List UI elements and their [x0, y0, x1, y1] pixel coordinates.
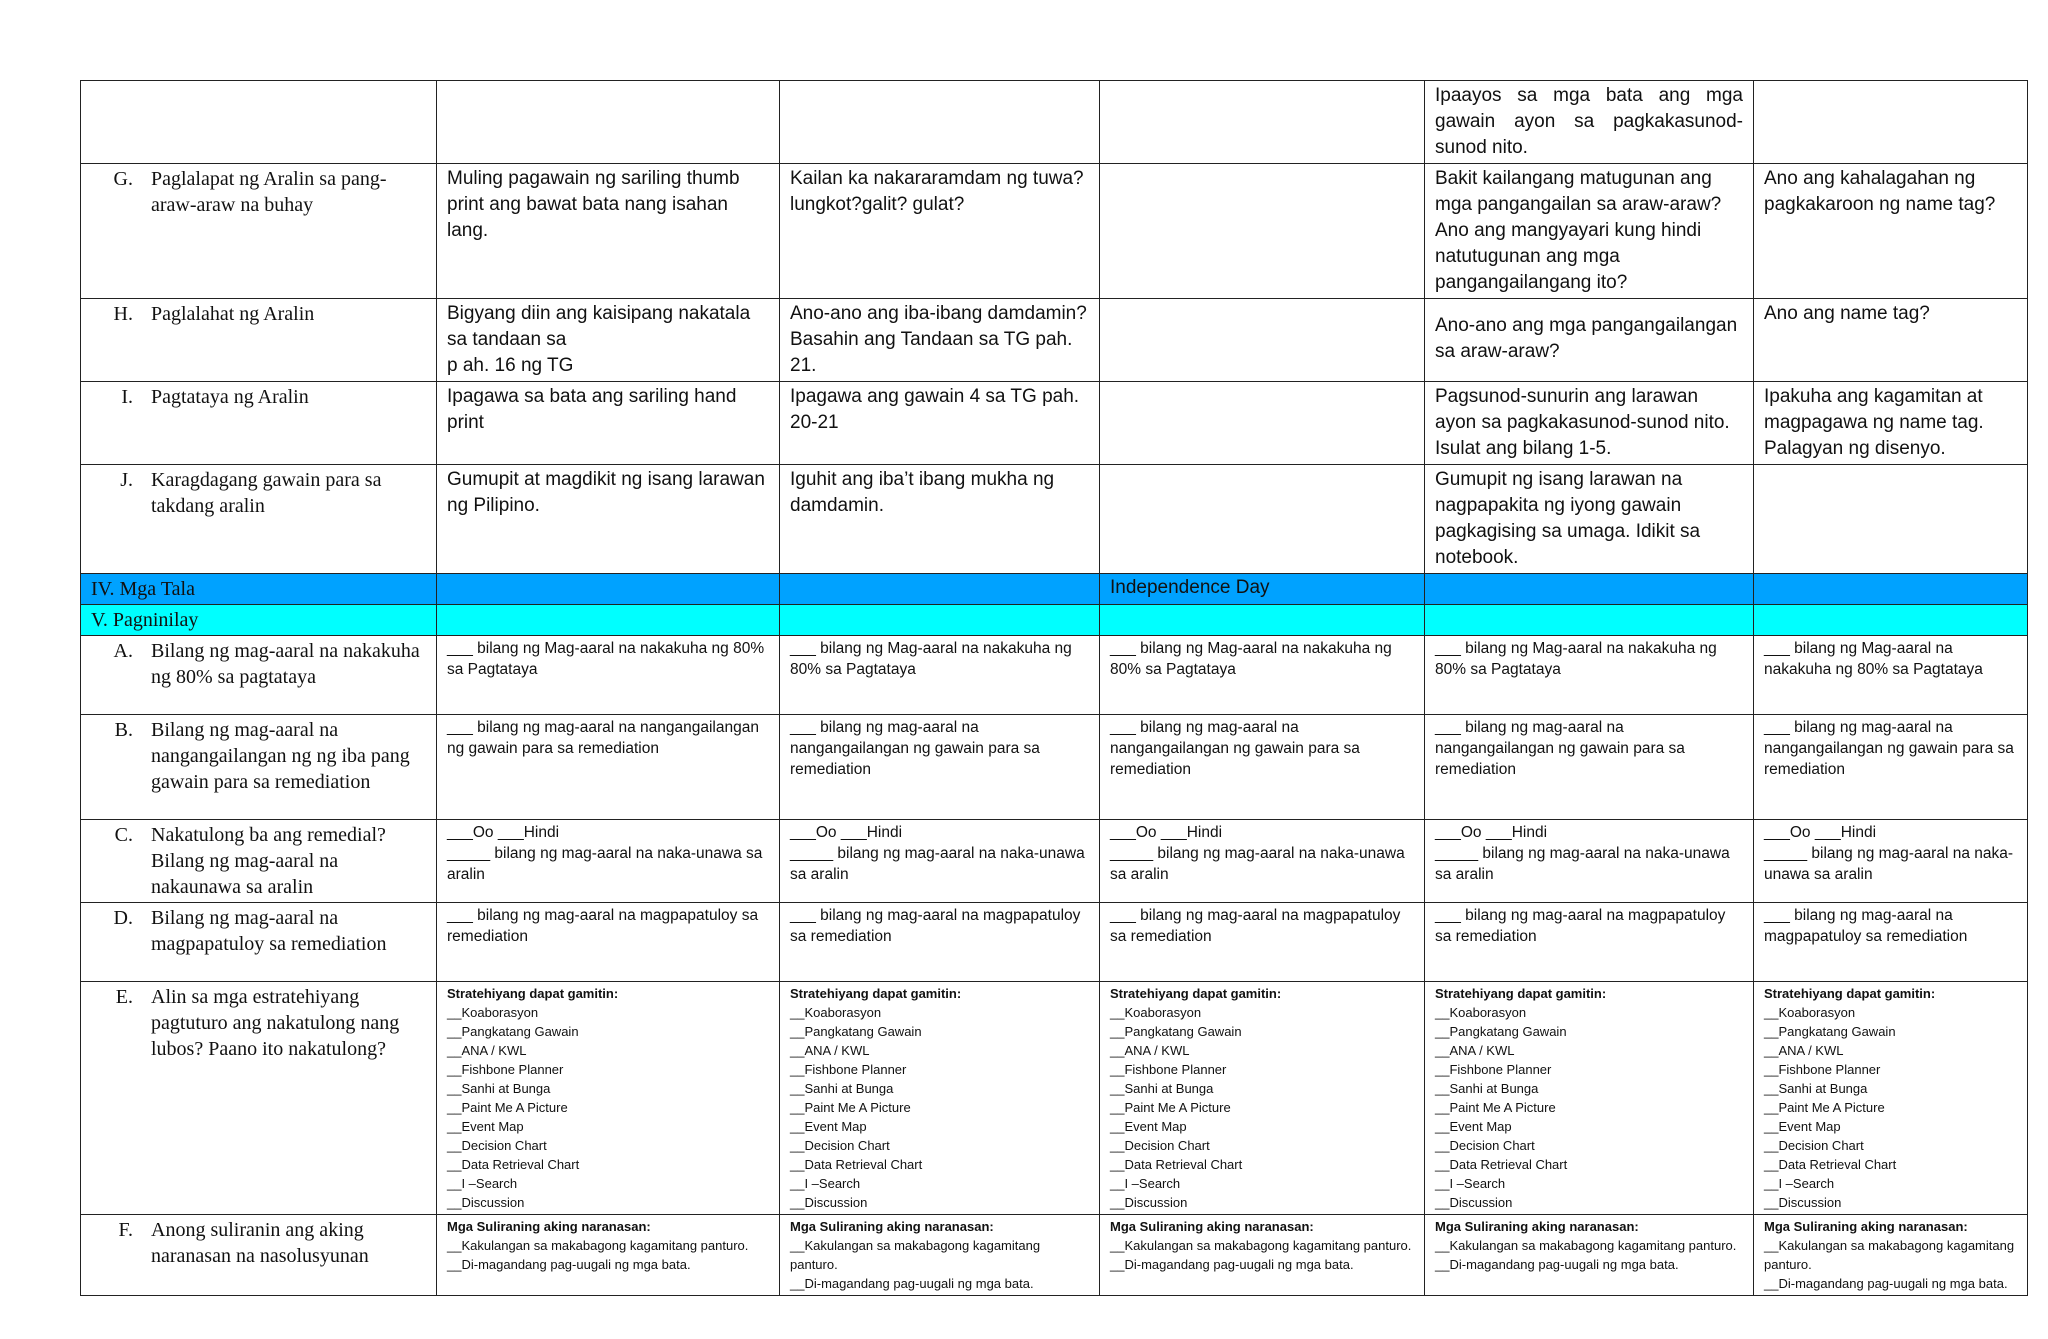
cell-day4	[1425, 982, 1754, 1215]
cell-day2	[780, 1215, 1100, 1296]
strategy-item: __Fishbone Planner	[1764, 1062, 1881, 1077]
problem-item: __Kakulangan sa makabagong kagamitang panturo.	[1110, 1238, 1412, 1253]
remedial-count: _____ bilang ng mag-aaral na naka-unawa sa aralin	[1110, 845, 1405, 883]
row-label: Anong suliranin ang aking naranasan na nasolusyunan	[151, 1219, 369, 1267]
cell-day3	[1100, 299, 1425, 382]
problem-item: __Kakulangan sa makabagong kagamitang panturo.	[790, 1238, 1041, 1272]
strategy-item: __Event Map	[1764, 1119, 1841, 1134]
strategy-item: __Paint Me A Picture	[1110, 1100, 1231, 1115]
cell-day3	[1100, 382, 1425, 465]
cell-day4: Ipaayos sa mga bata ang mga gawain ayon sa pagkakasunod-sunod nito.	[1425, 81, 1754, 164]
row-marker: F.	[118, 1219, 133, 1241]
cell-day5	[1754, 1215, 2028, 1296]
row-j	[81, 465, 2028, 574]
strategy-item: __Paint Me A Picture	[1764, 1100, 1885, 1115]
strategy-item: __Koaborasyon	[1435, 1005, 1527, 1020]
cell-day5	[1754, 465, 2028, 574]
cell-day5: Ipakuha ang kagamitan at magpagawa ng name tag. Palagyan ng disenyo.	[1754, 382, 2028, 465]
strategy-item: __I –Search	[1435, 1176, 1506, 1191]
cell-day2: Kailan ka nakararamdam ng tuwa?lungkot?galit? gulat?	[780, 164, 1100, 299]
cell-day2	[780, 81, 1100, 164]
strategy-item: __I –Search	[790, 1176, 861, 1191]
strategy-item: __Discussion	[790, 1195, 868, 1210]
row-label: Pagtataya ng Aralin	[151, 386, 309, 408]
lesson-plan-table	[80, 80, 2028, 1296]
row-marker: G.	[113, 168, 133, 190]
strategy-item: __I –Search	[447, 1176, 518, 1191]
label-cell	[81, 465, 437, 574]
strategy-heading: Stratehiyang dapat gamitin:	[1110, 986, 1282, 1001]
cell-day1	[437, 81, 780, 164]
problem-item: __Kakulangan sa makabagong kagamitang panturo.	[447, 1238, 749, 1253]
strategy-item: __Decision Chart	[447, 1138, 547, 1153]
strategy-heading: Stratehiyang dapat gamitin:	[447, 986, 619, 1001]
cell-day5: ___ bilang ng mag-aaral na magpapatuloy sa remediation	[1754, 903, 2028, 982]
strategy-item: __Event Map	[447, 1119, 524, 1134]
problem-item: __Di-magandang pag-uugali ng mga bata.	[1435, 1257, 1679, 1272]
strategy-item: __Fishbone Planner	[1110, 1062, 1227, 1077]
cell-day3: ___ bilang ng Mag-aaral na nakakuha ng 80% sa Pagtataya	[1100, 636, 1425, 715]
row-label: Paglalahat ng Aralin	[151, 303, 315, 325]
cell-day1: Muling pagawain ng sariling thumb print ang bawat bata nang isahan lang.	[437, 164, 780, 299]
strategy-item: __ANA / KWL	[1435, 1043, 1515, 1058]
cell-day4	[1425, 574, 1754, 605]
strategy-item: __Pangkatang Gawain	[1435, 1024, 1567, 1039]
row-h	[81, 299, 2028, 382]
cell-day2: Iguhit ang iba’t ibang mukha ng damdamin.	[780, 465, 1100, 574]
row-marker: D.	[113, 907, 133, 929]
problem-item: __Di-magandang pag-uugali ng mga bata.	[790, 1276, 1034, 1291]
label-cell	[81, 820, 437, 903]
strategy-item: __Decision Chart	[790, 1138, 890, 1153]
cell-day5: Ano ang kahalagahan ng pagkakaroon ng name tag?	[1754, 164, 2028, 299]
cell-day1: ___ bilang ng mag-aaral na magpapatuloy sa remediation	[437, 903, 780, 982]
cell-text: Ano-ano ang mga pangangailangan sa araw-araw?	[1435, 315, 1738, 362]
remedial-options: ___Oo ___Hindi	[447, 824, 560, 841]
remedial-count: _____ bilang ng mag-aaral na naka-unawa sa aralin	[447, 845, 763, 883]
row-label: Bilang ng mag-aaral na nakakuha ng 80% sa pagtataya	[151, 640, 420, 688]
row-marker: J.	[120, 469, 133, 491]
strategy-item: __Sanhi at Bunga	[790, 1081, 894, 1096]
strategy-item: __Sanhi at Bunga	[1110, 1081, 1214, 1096]
strategy-item: __Decision Chart	[1764, 1138, 1864, 1153]
row-label: Nakatulong ba ang remedial? Bilang ng mag-aaral na nakaunawa sa aralin	[151, 824, 386, 898]
strategy-item: __Fishbone Planner	[1435, 1062, 1552, 1077]
cell-day4	[1425, 1215, 1754, 1296]
cell-day3	[1100, 164, 1425, 299]
cell-day2: ___ bilang ng mag-aaral na nangangailangan ng gawain para sa remediation	[780, 715, 1100, 820]
cell-day3	[1100, 465, 1425, 574]
cell-day1: Ipagawa sa bata ang sariling hand print	[437, 382, 780, 465]
cell-day4: Pagsunod-sunurin ang larawan ayon sa pagkakasunod-sunod nito. Isulat ang bilang 1-5.	[1425, 382, 1754, 465]
problems-heading: Mga Suliraning aking naranasan:	[447, 1219, 651, 1234]
strategy-item: __Data Retrieval Chart	[790, 1157, 923, 1172]
cell-day2	[780, 605, 1100, 636]
cell-day3: ___ bilang ng mag-aaral na magpapatuloy sa remediation	[1100, 903, 1425, 982]
strategy-item: __Data Retrieval Chart	[1764, 1157, 1897, 1172]
cell-day1	[437, 605, 780, 636]
remedial-count: _____ bilang ng mag-aaral na naka-unawa sa aralin	[790, 845, 1085, 883]
cell-day3	[1100, 605, 1425, 636]
strategy-item: __Decision Chart	[1435, 1138, 1535, 1153]
cell-day1	[437, 1215, 780, 1296]
problem-item: __Kakulangan sa makabagong kagamitang panturo.	[1435, 1238, 1737, 1253]
label-cell	[81, 715, 437, 820]
row-g	[81, 164, 2028, 299]
strategy-item: __Sanhi at Bunga	[447, 1081, 551, 1096]
cell-day5	[1754, 574, 2028, 605]
row-marker: A.	[113, 640, 133, 662]
remedial-options: ___Oo ___Hindi	[1764, 824, 1877, 841]
cell-day3: Independence Day	[1100, 574, 1425, 605]
cell-day2	[780, 574, 1100, 605]
strategy-heading: Stratehiyang dapat gamitin:	[1435, 986, 1607, 1001]
label-cell	[81, 982, 437, 1215]
row-marker: B.	[114, 719, 133, 741]
row-i	[81, 382, 2028, 465]
problem-item: __Kakulangan sa makabagong kagamitang panturo.	[1764, 1238, 2015, 1272]
strategy-item: __ANA / KWL	[447, 1043, 527, 1058]
strategy-item: __ANA / KWL	[790, 1043, 870, 1058]
strategy-item: __Paint Me A Picture	[447, 1100, 568, 1115]
cell-day1: ___ bilang ng mag-aaral na nangangailangan ng gawain para sa remediation	[437, 715, 780, 820]
row-label: Alin sa mga estratehiyang pagtuturo ang nakatulong nang lubos? Paano ito nakatulong?	[151, 986, 400, 1060]
cell-day4: ___ bilang ng mag-aaral na nangangailangan ng gawain para sa remediation	[1425, 715, 1754, 820]
strategy-item: __Sanhi at Bunga	[1435, 1081, 1539, 1096]
cell-day1	[437, 299, 780, 382]
strategy-item: __Event Map	[790, 1119, 867, 1134]
cell-day2: Ipagawa ang gawain 4 sa TG pah. 20-21	[780, 382, 1100, 465]
row-continued	[81, 81, 2028, 164]
strategy-item: __I –Search	[1110, 1176, 1181, 1191]
strategy-heading: Stratehiyang dapat gamitin:	[790, 986, 962, 1001]
strategy-item: __Discussion	[1435, 1195, 1513, 1210]
cell-day2: ___ bilang ng Mag-aaral na nakakuha ng 80% sa Pagtataya	[780, 636, 1100, 715]
cell-day5: ___ bilang ng mag-aaral na nangangailangan ng gawain para sa remediation	[1754, 715, 2028, 820]
cell-day3: ___ bilang ng mag-aaral na nangangailangan ng gawain para sa remediation	[1100, 715, 1425, 820]
row-a	[81, 636, 2028, 715]
cell-day4: ___ bilang ng mag-aaral na magpapatuloy sa remediation	[1425, 903, 1754, 982]
strategy-item: __Paint Me A Picture	[1435, 1100, 1556, 1115]
cell-day5	[1754, 982, 2028, 1215]
strategy-item: __Discussion	[1110, 1195, 1188, 1210]
strategy-item: __ANA / KWL	[1764, 1043, 1844, 1058]
row-marker: H.	[113, 303, 133, 325]
row-label: Paglalapat ng Aralin sa pang-araw-araw na buhay	[151, 168, 387, 216]
strategy-item: __Paint Me A Picture	[790, 1100, 911, 1115]
cell-day3	[1100, 81, 1425, 164]
row-b	[81, 715, 2028, 820]
strategy-item: __Koaborasyon	[1764, 1005, 1856, 1020]
cell-day3	[1100, 1215, 1425, 1296]
cell-day2: Ano-ano ang iba-ibang damdamin? Basahin ang Tandaan sa TG pah. 21.	[780, 299, 1100, 382]
label-cell	[81, 636, 437, 715]
cell-day2	[780, 820, 1100, 903]
section-mga-tala	[81, 574, 2028, 605]
cell-day2: ___ bilang ng mag-aaral na magpapatuloy sa remediation	[780, 903, 1100, 982]
cell-day1	[437, 982, 780, 1215]
cell-day1	[437, 574, 780, 605]
strategy-item: __Event Map	[1435, 1119, 1512, 1134]
strategy-item: __Discussion	[447, 1195, 525, 1210]
label-cell	[81, 164, 437, 299]
cell-day5	[1754, 820, 2028, 903]
strategy-item: __Pangkatang Gawain	[1110, 1024, 1242, 1039]
row-d	[81, 903, 2028, 982]
row-f	[81, 1215, 2028, 1296]
cell-day2	[780, 982, 1100, 1215]
remedial-count: _____ bilang ng mag-aaral na naka-unawa sa aralin	[1764, 845, 2014, 883]
problems-heading: Mga Suliraning aking naranasan:	[1764, 1219, 1968, 1234]
row-label: Bilang ng mag-aaral na magpapatuloy sa remediation	[151, 907, 387, 955]
cell-day4: ___ bilang ng Mag-aaral na nakakuha ng 80% sa Pagtataya	[1425, 636, 1754, 715]
cell-day4	[1425, 299, 1754, 382]
problem-item: __Di-magandang pag-uugali ng mga bata.	[447, 1257, 691, 1272]
strategy-heading: Stratehiyang dapat gamitin:	[1764, 986, 1936, 1001]
strategy-item: __Event Map	[1110, 1119, 1187, 1134]
cell-day5: Ano ang name tag?	[1754, 299, 2028, 382]
problems-heading: Mga Suliraning aking naranasan:	[790, 1219, 994, 1234]
cell-day4	[1425, 820, 1754, 903]
cell-day1	[437, 820, 780, 903]
label-cell	[81, 81, 437, 164]
label-cell	[81, 1215, 437, 1296]
cell-line: Bigyang diin ang kaisipang nakatala sa tandaan sa	[447, 303, 751, 350]
remedial-options: ___Oo ___Hindi	[1110, 824, 1223, 841]
strategy-item: __Discussion	[1764, 1195, 1842, 1210]
row-marker: I.	[121, 386, 133, 408]
cell-day4	[1425, 605, 1754, 636]
strategy-item: __Decision Chart	[1110, 1138, 1210, 1153]
cell-day1: ___ bilang ng Mag-aaral na nakakuha ng 80% sa Pagtataya	[437, 636, 780, 715]
row-c	[81, 820, 2028, 903]
remedial-options: ___Oo ___Hindi	[790, 824, 903, 841]
row-marker: C.	[114, 824, 133, 846]
cell-day4: Gumupit ng isang larawan na nagpapakita ng iyong gawain pagkagising sa umaga. Idikit sa notebook.	[1425, 465, 1754, 574]
strategy-item: __Pangkatang Gawain	[447, 1024, 579, 1039]
section-pagninilay	[81, 605, 2028, 636]
cell-day5	[1754, 81, 2028, 164]
strategy-item: __Fishbone Planner	[447, 1062, 564, 1077]
strategy-item: __Data Retrieval Chart	[1435, 1157, 1568, 1172]
cell-day5	[1754, 605, 2028, 636]
problem-item: __Di-magandang pag-uugali ng mga bata.	[1764, 1276, 2008, 1291]
label-cell	[81, 299, 437, 382]
strategy-item: __Koaborasyon	[447, 1005, 539, 1020]
section-label: V. Pagninilay	[81, 605, 437, 636]
cell-line: p ah. 16 ng TG	[447, 355, 574, 376]
strategy-item: __Koaborasyon	[790, 1005, 882, 1020]
cell-day3	[1100, 820, 1425, 903]
section-label: IV. Mga Tala	[81, 574, 437, 605]
label-cell	[81, 382, 437, 465]
row-marker: E.	[115, 986, 133, 1008]
problem-item: __Di-magandang pag-uugali ng mga bata.	[1110, 1257, 1354, 1272]
strategy-item: __Pangkatang Gawain	[790, 1024, 922, 1039]
cell-day1: Gumupit at magdikit ng isang larawan ng Pilipino.	[437, 465, 780, 574]
remedial-options: ___Oo ___Hindi	[1435, 824, 1548, 841]
problems-heading: Mga Suliraning aking naranasan:	[1110, 1219, 1314, 1234]
problems-heading: Mga Suliraning aking naranasan:	[1435, 1219, 1639, 1234]
row-label: Bilang ng mag-aaral na nangangailangan ng ng iba pang gawain para sa remediation	[151, 719, 410, 793]
row-e	[81, 982, 2028, 1215]
cell-day3	[1100, 982, 1425, 1215]
strategy-item: __Data Retrieval Chart	[1110, 1157, 1243, 1172]
remedial-count: _____ bilang ng mag-aaral na naka-unawa sa aralin	[1435, 845, 1730, 883]
strategy-item: __Koaborasyon	[1110, 1005, 1202, 1020]
cell-day4: Bakit kailangang matugunan ang mga pangangailan sa araw-araw? Ano ang mangyayari kung hindi natutugunan ang mga pangangailangang ito?	[1425, 164, 1754, 299]
strategy-item: __ANA / KWL	[1110, 1043, 1190, 1058]
strategy-item: __Fishbone Planner	[790, 1062, 907, 1077]
strategy-item: __Data Retrieval Chart	[447, 1157, 580, 1172]
strategy-item: __Sanhi at Bunga	[1764, 1081, 1868, 1096]
strategy-item: __Pangkatang Gawain	[1764, 1024, 1896, 1039]
cell-day5: ___ bilang ng Mag-aaral na nakakuha ng 80% sa Pagtataya	[1754, 636, 2028, 715]
label-cell	[81, 903, 437, 982]
row-label: Karagdagang gawain para sa takdang aralin	[151, 469, 382, 517]
strategy-item: __I –Search	[1764, 1176, 1835, 1191]
